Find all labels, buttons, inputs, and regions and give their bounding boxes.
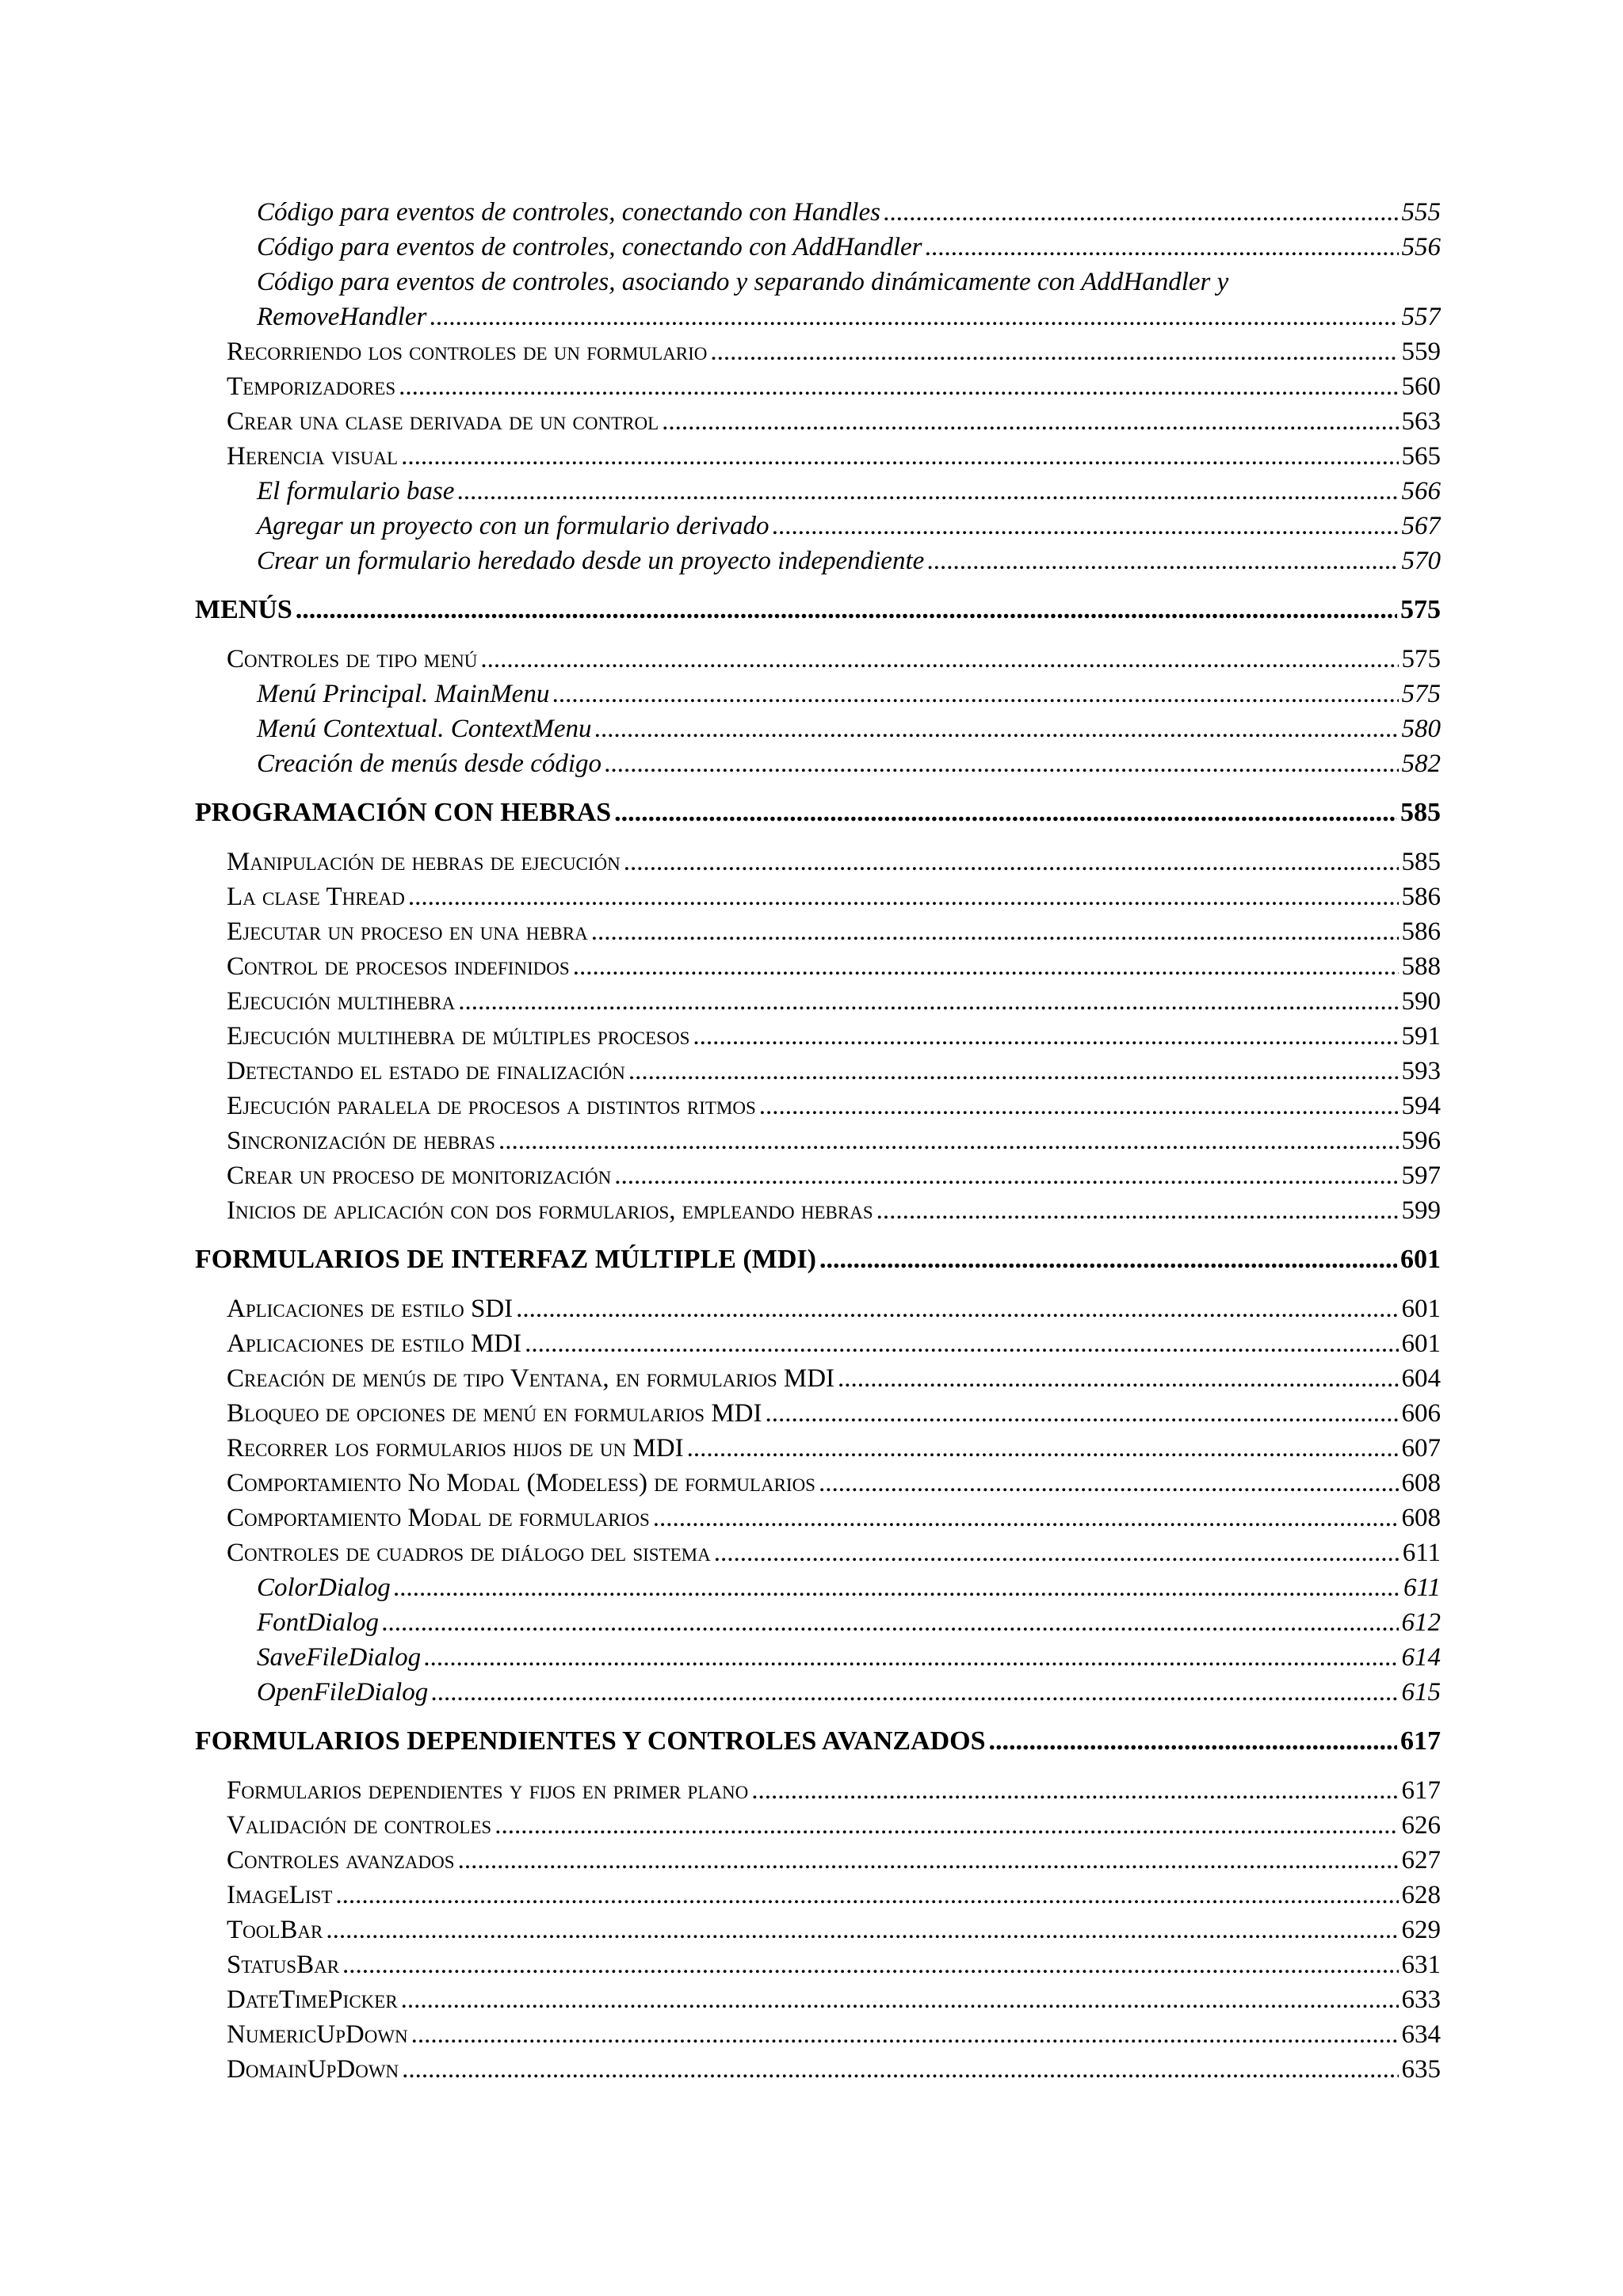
toc-entry-title: Manipulación de hebras de ejecución xyxy=(227,848,621,876)
dot-leader xyxy=(458,984,1398,1019)
toc-entry[interactable] xyxy=(195,195,1441,230)
toc-entry[interactable] xyxy=(195,1158,1441,1193)
toc-entry-page: 633 xyxy=(1401,1985,1441,2014)
toc-entry-page: 628 xyxy=(1401,1881,1441,1909)
toc-entry-page: 580 xyxy=(1401,715,1441,743)
dot-leader xyxy=(614,1158,1398,1193)
toc-chapter[interactable] xyxy=(195,1724,1441,1759)
toc-entry-title: Ejecución paralela de procesos a distintos ritmos xyxy=(227,1092,756,1120)
toc-entry-page: 593 xyxy=(1401,1057,1441,1085)
toc-entry-title: Agregar un proyecto con un formulario derivado xyxy=(257,512,769,540)
toc-entry-page: 631 xyxy=(1401,1951,1441,1979)
dot-leader xyxy=(402,2052,1398,2087)
toc-entry-page: 611 xyxy=(1403,1573,1441,1602)
dot-leader xyxy=(624,845,1399,879)
toc-entry-title: Formularios dependientes y fijos en primer plano xyxy=(227,1776,749,1805)
toc-entry-title: Código para eventos de controles, conectando con AddHandler xyxy=(257,233,922,261)
toc-chapter-page: 585 xyxy=(1400,798,1441,827)
dot-leader xyxy=(687,1431,1399,1466)
toc-entry[interactable] xyxy=(195,1913,1441,1947)
toc-entry-title: Ejecución multihebra xyxy=(227,987,456,1016)
toc-entry-title: Ejecutar un proceso en una hebra xyxy=(227,917,588,946)
toc-chapter-page: 617 xyxy=(1400,1726,1441,1756)
toc-entry-title-continued: RemoveHandler xyxy=(257,303,427,331)
toc-entry-title: Menú Contextual. ContextMenu xyxy=(257,715,592,743)
toc-entry[interactable] xyxy=(195,949,1441,984)
dot-leader xyxy=(431,1675,1398,1710)
toc-entry[interactable] xyxy=(195,1431,1441,1466)
dot-leader xyxy=(605,746,1398,781)
toc-entry-title: DateTimePicker xyxy=(227,1985,398,2014)
toc-entry[interactable] xyxy=(195,1123,1441,1158)
toc-entry-title: Código para eventos de controles, conectando con Handles xyxy=(257,198,880,227)
dot-leader xyxy=(495,1808,1398,1843)
toc-chapter-page: 575 xyxy=(1400,595,1441,624)
toc-entry[interactable] xyxy=(195,1193,1441,1228)
toc-entry-title: Temporizadores xyxy=(227,372,396,401)
toc-entry[interactable] xyxy=(195,1019,1441,1054)
toc-entry[interactable] xyxy=(195,543,1441,578)
dot-leader xyxy=(662,404,1398,439)
toc-entry[interactable] xyxy=(195,1535,1441,1570)
toc-entry-title: Comportamiento Modal de formularios xyxy=(227,1504,650,1532)
toc-entry[interactable] xyxy=(195,474,1441,509)
toc-entry-page: 582 xyxy=(1401,749,1441,778)
dot-leader xyxy=(480,642,1398,677)
dot-leader xyxy=(819,1242,1397,1277)
toc-entry[interactable] xyxy=(195,711,1441,746)
toc-entry-title: Crear un proceso de monitorización xyxy=(227,1161,612,1190)
dot-leader xyxy=(926,230,1399,265)
dot-leader xyxy=(342,1947,1398,1982)
dot-leader xyxy=(411,2017,1399,2052)
toc-entry-page: 612 xyxy=(1401,1608,1441,1637)
toc-entry[interactable] xyxy=(195,265,1441,334)
dot-leader xyxy=(884,195,1399,230)
toc-entry-title: Control de procesos indefinidos xyxy=(227,952,570,981)
toc-entry-title: Crear un formulario heredado desde un proyecto independiente xyxy=(257,547,925,575)
toc-entry-title: El formulario base xyxy=(257,477,455,505)
toc-entry-page: 563 xyxy=(1401,407,1441,436)
toc-entry-page: 594 xyxy=(1401,1092,1441,1120)
toc-entry[interactable] xyxy=(195,914,1441,949)
dot-leader xyxy=(430,299,1398,334)
toc-entry[interactable] xyxy=(195,845,1441,879)
dot-leader xyxy=(326,1913,1398,1947)
toc-entry-title: Sincronización de hebras xyxy=(227,1127,495,1155)
dot-leader xyxy=(759,1089,1399,1123)
toc-entry-page: 560 xyxy=(1401,372,1441,401)
toc-entry[interactable] xyxy=(195,1570,1441,1605)
toc-entry[interactable] xyxy=(195,1054,1441,1089)
toc-entry-page: 599 xyxy=(1401,1196,1441,1225)
toc-entry-page: 586 xyxy=(1401,883,1441,911)
dot-leader xyxy=(714,1535,1400,1570)
toc-entry[interactable] xyxy=(195,2017,1441,2052)
dot-leader xyxy=(573,949,1399,984)
toc-entry-page: 585 xyxy=(1401,848,1441,876)
dot-leader xyxy=(751,1773,1398,1808)
dot-leader xyxy=(498,1123,1399,1158)
toc-entry-title: Ejecución multihebra de múltiples procesos xyxy=(227,1022,690,1051)
toc-entry-page: 617 xyxy=(1401,1776,1441,1805)
toc-entry[interactable] xyxy=(195,1466,1441,1501)
toc-chapter-title: FORMULARIOS DEPENDIENTES Y CONTROLES AVANZADOS xyxy=(195,1726,986,1756)
toc-entry-title: Inicios de aplicación con dos formularios, empleando hebras xyxy=(227,1196,873,1225)
dot-leader xyxy=(408,879,1399,914)
toc-chapter-title: FORMULARIOS DE INTERFAZ MÚLTIPLE (MDI) xyxy=(195,1245,816,1274)
toc-entry[interactable] xyxy=(195,1326,1441,1361)
toc-entry[interactable] xyxy=(195,439,1441,474)
toc-entry[interactable] xyxy=(195,1982,1441,2017)
dot-leader xyxy=(399,369,1398,404)
toc-entry-page: 557 xyxy=(1401,303,1441,331)
dot-leader xyxy=(693,1019,1398,1054)
toc-entry-page: 570 xyxy=(1401,547,1441,575)
toc-entry-page: 615 xyxy=(1401,1678,1441,1707)
dot-leader xyxy=(394,1570,1400,1605)
toc-entry-page: 588 xyxy=(1401,952,1441,981)
toc-entry-page: 590 xyxy=(1401,987,1441,1016)
dot-leader xyxy=(458,1843,1399,1878)
toc-entry[interactable] xyxy=(195,369,1441,404)
toc-entry-page: 629 xyxy=(1401,1916,1441,1944)
toc-entry-page: 614 xyxy=(1401,1643,1441,1672)
toc-entry-page: 601 xyxy=(1401,1295,1441,1323)
toc-entry-page: 608 xyxy=(1401,1504,1441,1532)
dot-leader xyxy=(382,1605,1399,1640)
toc-entry[interactable] xyxy=(195,1605,1441,1640)
toc-entry[interactable] xyxy=(195,1361,1441,1396)
toc-entry[interactable] xyxy=(195,230,1441,265)
dot-leader xyxy=(296,593,1397,627)
toc-entry[interactable] xyxy=(195,1843,1441,1878)
toc-entry[interactable] xyxy=(195,984,1441,1019)
dot-leader xyxy=(927,543,1398,578)
dot-leader xyxy=(989,1724,1397,1759)
toc-entry-title: ToolBar xyxy=(227,1916,323,1944)
toc-entry-title: Bloqueo de opciones de menú en formularios MDI xyxy=(227,1399,762,1428)
dot-leader xyxy=(614,795,1397,830)
toc-entry[interactable] xyxy=(195,677,1441,711)
toc-entry-page: 606 xyxy=(1401,1399,1441,1428)
toc-entry-title: Menú Principal. MainMenu xyxy=(257,680,550,708)
toc-entry-page: 611 xyxy=(1402,1539,1441,1567)
toc-entry[interactable] xyxy=(195,1947,1441,1982)
dot-leader xyxy=(457,474,1398,509)
dot-leader xyxy=(772,509,1398,543)
toc-entry-title: Código para eventos de controles, asociando y separando dinámicamente con AddHandler y xyxy=(257,268,1229,296)
dot-leader xyxy=(525,1326,1398,1361)
toc-entry[interactable] xyxy=(195,1675,1441,1710)
toc-entry[interactable] xyxy=(195,746,1441,781)
toc-entry-title: Aplicaciones de estilo MDI xyxy=(227,1329,522,1358)
toc-entry-title: Creación de menús desde código xyxy=(257,749,602,778)
toc-entry-page: 597 xyxy=(1401,1161,1441,1190)
table-of-contents xyxy=(195,195,1441,2087)
toc-entry-title: SaveFileDialog xyxy=(257,1643,422,1672)
toc-entry-title: ImageList xyxy=(227,1881,333,1909)
toc-entry-page: 567 xyxy=(1401,512,1441,540)
toc-entry[interactable] xyxy=(195,1291,1441,1326)
toc-entry[interactable] xyxy=(195,1089,1441,1123)
toc-entry-page: 635 xyxy=(1401,2055,1441,2084)
toc-entry-title: Herencia visual xyxy=(227,442,399,471)
dot-leader xyxy=(552,677,1398,711)
dot-leader xyxy=(876,1193,1399,1228)
dot-leader xyxy=(516,1291,1398,1326)
dot-leader xyxy=(424,1640,1398,1675)
dot-leader xyxy=(838,1361,1398,1396)
dot-leader xyxy=(591,914,1399,949)
toc-entry-page: 627 xyxy=(1401,1846,1441,1875)
toc-entry[interactable] xyxy=(195,1808,1441,1843)
toc-entry-title: FontDialog xyxy=(257,1608,379,1637)
toc-entry[interactable] xyxy=(195,1878,1441,1913)
dot-leader xyxy=(335,1878,1398,1913)
dot-leader xyxy=(401,1982,1399,2017)
toc-entry-page: 575 xyxy=(1401,645,1441,673)
toc-chapter-page: 601 xyxy=(1400,1245,1441,1274)
toc-chapter[interactable] xyxy=(195,1242,1441,1277)
dot-leader xyxy=(710,334,1398,369)
toc-entry-page: 596 xyxy=(1401,1127,1441,1155)
dot-leader xyxy=(765,1396,1398,1431)
toc-entry-title: Recorrer los formularios hijos de un MDI xyxy=(227,1434,684,1463)
toc-chapter-title: MENÚS xyxy=(195,595,292,624)
toc-entry-title: OpenFileDialog xyxy=(257,1678,429,1707)
toc-chapter[interactable] xyxy=(195,795,1441,830)
toc-entry[interactable] xyxy=(195,879,1441,914)
toc-entry-title: Validación de controles xyxy=(227,1811,492,1840)
toc-chapter-title: PROGRAMACIÓN CON HEBRAS xyxy=(195,798,612,827)
toc-entry-title: Detectando el estado de finalización xyxy=(227,1057,625,1085)
toc-entry-page: 626 xyxy=(1401,1811,1441,1840)
toc-entry-title: NumericUpDown xyxy=(227,2020,408,2049)
toc-entry[interactable] xyxy=(195,404,1441,439)
toc-entry-title: StatusBar xyxy=(227,1951,340,1979)
toc-entry-page: 634 xyxy=(1401,2020,1441,2049)
toc-entry-page: 555 xyxy=(1401,198,1441,227)
toc-entry-page: 586 xyxy=(1401,917,1441,946)
dot-leader xyxy=(653,1501,1399,1535)
dot-leader xyxy=(401,439,1398,474)
toc-entry-title: Controles de tipo menú xyxy=(227,645,478,673)
toc-entry-title: Aplicaciones de estilo SDI xyxy=(227,1295,514,1323)
toc-entry-page: 565 xyxy=(1401,442,1441,471)
toc-entry-page: 559 xyxy=(1401,338,1441,366)
toc-entry-page: 604 xyxy=(1401,1364,1441,1393)
toc-entry-title: DomainUpDown xyxy=(227,2055,399,2084)
toc-entry-page: 556 xyxy=(1401,233,1441,261)
toc-entry-title: Comportamiento No Modal (Modeless) de formularios xyxy=(227,1469,815,1497)
toc-entry-page: 566 xyxy=(1401,477,1441,505)
dot-leader xyxy=(819,1466,1399,1501)
toc-entry[interactable] xyxy=(195,1773,1441,1808)
toc-entry-title: Creación de menús de tipo Ventana, en formularios MDI xyxy=(227,1364,835,1393)
toc-entry-page: 608 xyxy=(1401,1469,1441,1497)
toc-entry-page: 601 xyxy=(1401,1329,1441,1358)
toc-entry-title: ColorDialog xyxy=(257,1573,391,1602)
toc-entry-title: Controles de cuadros de diálogo del sistema xyxy=(227,1539,711,1567)
toc-entry[interactable] xyxy=(195,509,1441,543)
toc-entry-title: La clase Thread xyxy=(227,883,405,911)
dot-leader xyxy=(628,1054,1399,1089)
toc-entry[interactable] xyxy=(195,1640,1441,1675)
toc-entry-title: Recorriendo los controles de un formulario xyxy=(227,338,708,366)
toc-entry[interactable] xyxy=(195,642,1441,677)
toc-chapter[interactable] xyxy=(195,593,1441,627)
toc-entry-title: Crear una clase derivada de un control xyxy=(227,407,659,436)
toc-entry-title: Controles avanzados xyxy=(227,1846,455,1875)
toc-entry-page: 591 xyxy=(1401,1022,1441,1051)
toc-entry-page: 607 xyxy=(1401,1434,1441,1463)
toc-entry[interactable] xyxy=(195,1501,1441,1535)
toc-entry[interactable] xyxy=(195,2052,1441,2087)
toc-entry[interactable] xyxy=(195,1396,1441,1431)
toc-entry[interactable] xyxy=(195,334,1441,369)
dot-leader xyxy=(594,711,1398,746)
toc-entry-page: 575 xyxy=(1401,680,1441,708)
